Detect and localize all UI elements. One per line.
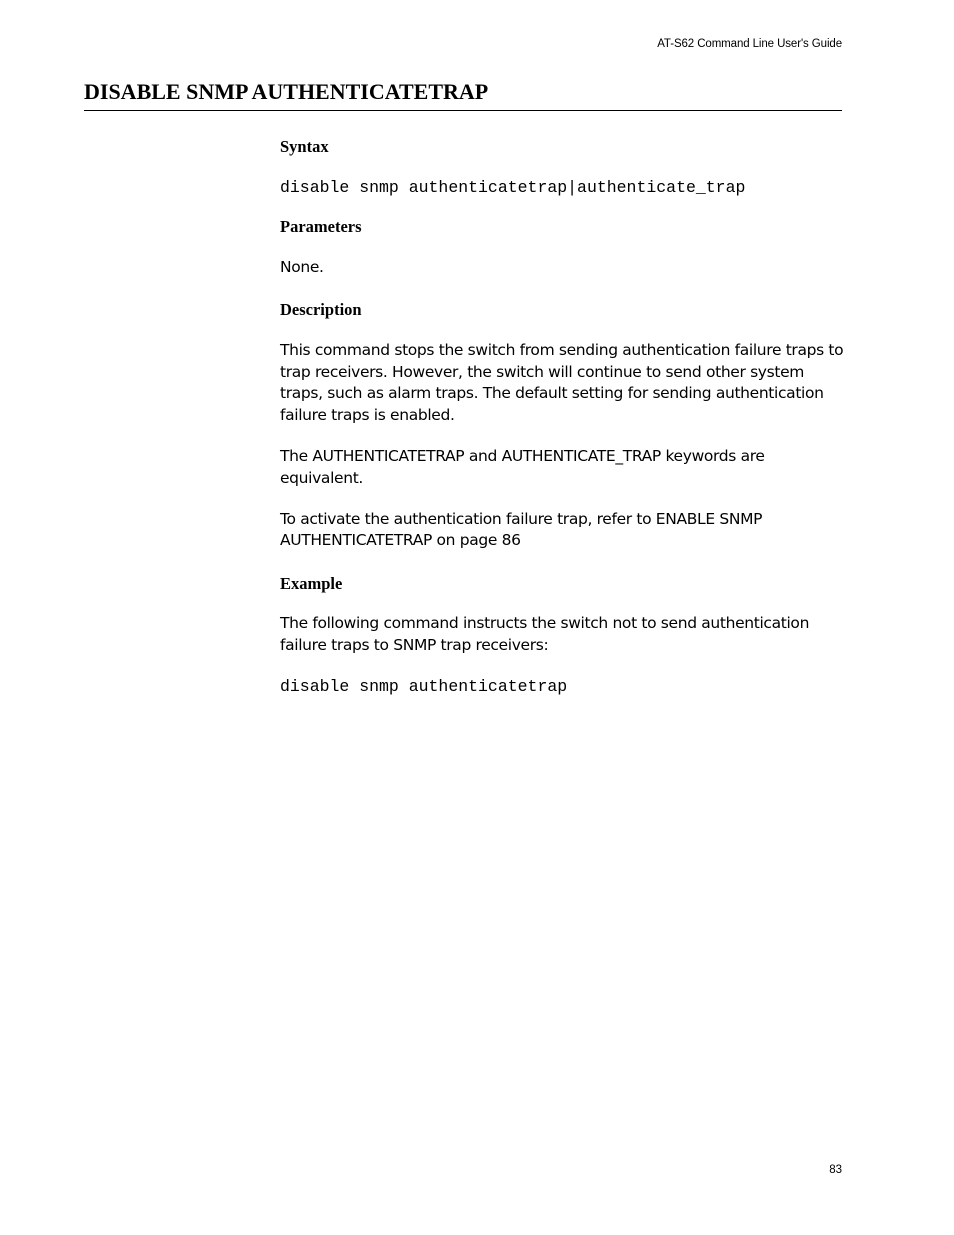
parameters-heading: Parameters xyxy=(280,217,362,236)
description-paragraph-1: This command stops the switch from sending authentication failure traps to trap receivers. However, the switch will continue to send other system traps, such as alarm traps. The default setting for sending authentication failure traps is enabled. xyxy=(280,340,844,425)
parameters-text: None. xyxy=(280,258,324,276)
page-number: 83 xyxy=(829,1164,842,1176)
syntax-command: disable snmp authenticatetrap|authenticate_trap xyxy=(280,178,746,197)
example-command: disable snmp authenticatetrap xyxy=(280,676,568,696)
section-title: DISABLE SNMP AUTHENTICATETRAP xyxy=(84,79,842,111)
description-paragraph-3: To activate the authentication failure trap, refer to ENABLE SNMP AUTHENTICATETRAP on page 86 xyxy=(280,509,763,550)
description-paragraph-2: The AUTHENTICATETRAP and AUTHENTICATE_TRAP keywords are equivalent. xyxy=(280,446,765,487)
example-heading: Example xyxy=(280,574,343,594)
content-body xyxy=(280,136,845,698)
description-heading: Description xyxy=(280,299,362,319)
example-text: The following command instructs the switch not to send authentication failure traps to SNMP trap receivers: xyxy=(280,614,810,654)
syntax-heading: Syntax xyxy=(280,137,329,156)
running-header: AT-S62 Command Line User's Guide xyxy=(657,38,842,50)
